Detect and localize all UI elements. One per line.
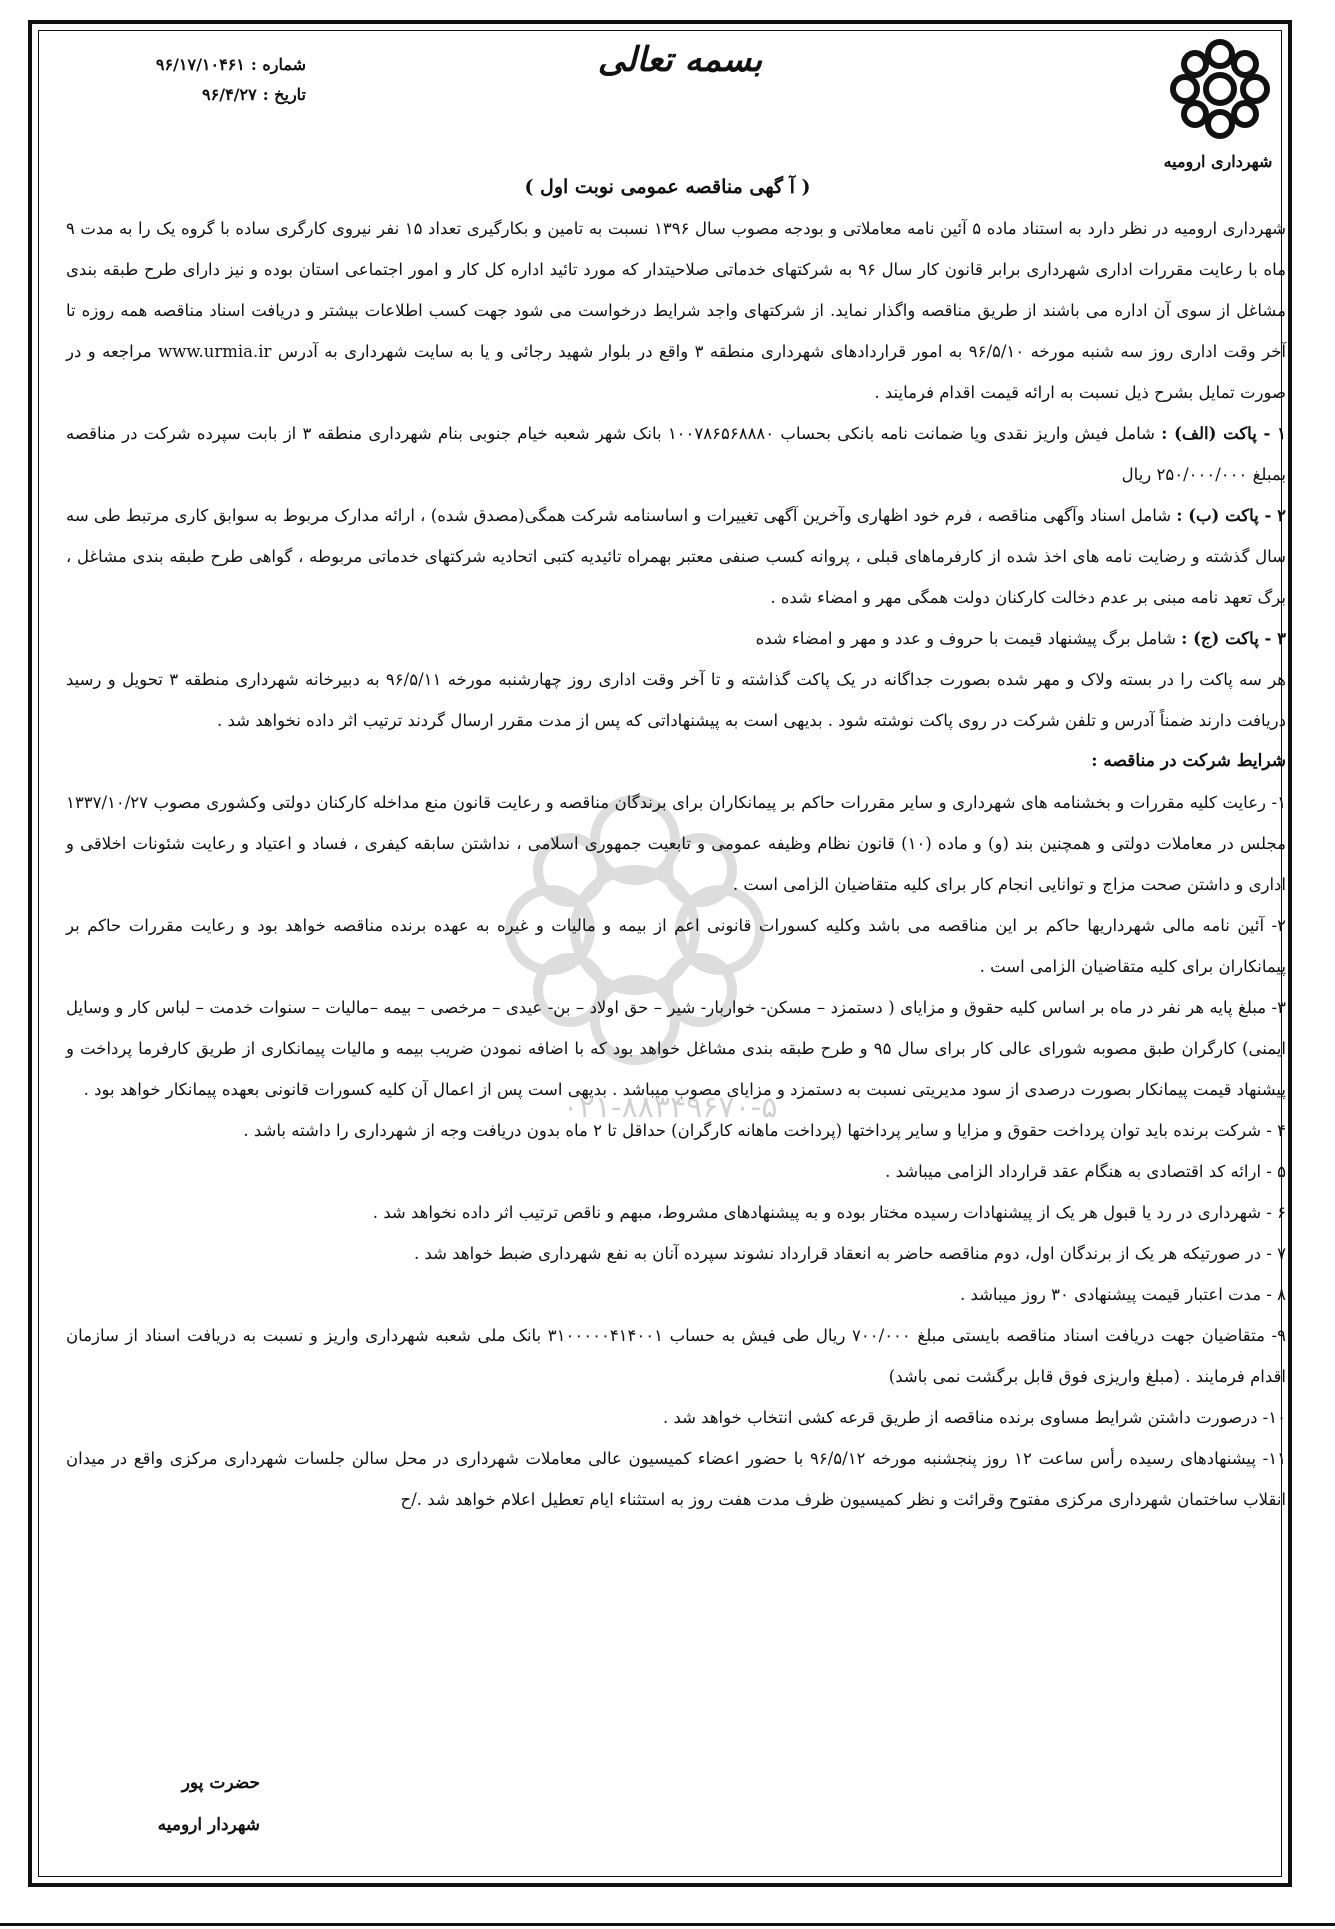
packet-a-text: شامل فیش واریز نقدی ویا ضمانت نامه بانکی بحساب ۱۰۰۷۸۶۵۶۸۸۸۰ بانک شهر شعبه خیام جنوبی بنام شهرداری منطقه ۳ از بابت سپرده شرکت در مناقصه بمبلغ ۲۵۰/۰۰۰/۰۰۰ ریال xyxy=(66,424,1286,484)
condition-9: ۹- متقاضیان جهت دریافت اسناد مناقصه بایستی مبلغ ۷۰۰/۰۰۰ ریال طی فیش به حساب ۳۱۰۰۰۰۰۴۱۴۰۰۱ بانک ملی شعبه شهرداری واریز و نسبت به دریافت اسناد از سازمان اقدام فرمایند . (مبلغ واریزی فوق قابل برگشت نمی باشد) xyxy=(66,1326,1286,1386)
notice-title: ( آ گهی مناقصه عمومی نوبت اول ) xyxy=(524,176,811,198)
number-value: ۹۶/۱۷/۱۰۴۶۱ xyxy=(155,55,245,74)
packet-c-label: ۳ - پاکت (ج) : xyxy=(1181,629,1286,648)
urmia-municipality-logo-icon xyxy=(1165,34,1275,144)
packet-b-label: ۲ - پاکت (ب) : xyxy=(1176,506,1286,525)
date-value: ۹۶/۴/۲۷ xyxy=(202,85,257,104)
packet-c-text: شامل برگ پیشنهاد قیمت با حروف و عدد و مهر و امضاء شده xyxy=(755,629,1177,648)
date-row xyxy=(96,80,306,110)
packet-a xyxy=(66,413,1286,495)
stamp-phone: ۰۲۱-۸۸۳۴۹۶۷۰-۵ xyxy=(562,1090,778,1125)
logo-caption: شهرداری ارومیه xyxy=(1163,152,1273,171)
submission-paragraph: هر سه پاکت را در بسته ولاک و مهر شده بصورت جداگانه در یک پاکت گذاشته و تا آخر وقت اداری روز چهارشنبه مورخه ۹۶/۵/۱۱ به دبیرخانه شهرداری منطقه ۳ تحویل و رسید دریافت دارند ضمناً آدرس و تلفن شرکت در روی پاکت نوشته شود . بدیهی است به پیشنهاداتی که پس از مدت مقرر ارسال گردند ترتیب اثر داده نخواهد شد . xyxy=(66,670,1287,730)
number-row xyxy=(96,50,306,80)
signer-name: حضرت پور xyxy=(181,1773,260,1793)
date-label: تاریخ : xyxy=(262,85,306,104)
number-label: شماره : xyxy=(250,55,306,74)
condition-10: ۱۰- درصورت داشتن شرایط مساوی برنده مناقصه از طریق قرعه کشی انتخاب خواهد شد . xyxy=(662,1408,1286,1427)
condition-6: ۶ - شهرداری در رد یا قبول هر یک از پیشنهادات رسیده مختار بوده و به پیشنهادهای مشروط، مبهم و ناقص ترتیب اثر داده نخواهد شد . xyxy=(372,1203,1286,1222)
packet-c xyxy=(66,618,1286,659)
intro-paragraph: شهرداری ارومیه در نظر دارد به استناد ماده ۵ آئین نامه معاملاتی و بودجه مصوب سال ۱۳۹۶ نسبت به تامین و بکارگیری تعداد ۱۵ نفر نیروی کارگری ساده با گروه یک را به مدت ۹ ماه با رعایت مقررات اداری شهرداری برابر قانون کار سال ۹۶ به شرکتهای خدماتی صلاحیتدار که مورد تائید اداره کل کار و امور اجتماعی استان بوده و نیز دارای طرح طبقه بندی مشاغل از سوی آن اداره می باشند از طریق مناقصه واگذار نماید. از شرکتهای واجد شرایط درخواست می شود جهت کسب اطلاعات بیشتر و دریافت اسناد مناقصه همه روزه تا آخر وقت اداری روز سه شنبه مورخه ۹۶/۵/۱۰ به امور قراردادهای شهرداری منطقه ۳ واقع در بلوار شهید رجائی و یا به سایت شهرداری به آدرس www.urmia.ir مراجعه و در صورت تمایل بشرح ذیل نسبت به ارائه قیمت اقدام فرمایند . xyxy=(66,219,1286,402)
packet-a-label: ۱ - پاکت (الف) : xyxy=(1161,424,1286,443)
signature-block xyxy=(110,1762,260,1846)
bottom-divider xyxy=(0,1923,1335,1926)
condition-5: ۵ - ارائه کد اقتصادی به هنگام عقد قرارداد الزامی میباشد . xyxy=(885,1162,1286,1181)
condition-7: ۷ - در صورتیکه هر یک از برندگان اول، دوم مناقصه حاضر به انعقاد قرارداد نشوند سپرده آنان به نفع شهرداری ضبط خواهد شد . xyxy=(414,1244,1286,1263)
signer-title: شهردار ارومیه xyxy=(157,1815,260,1835)
bismillah-heading: بسمه تعالی xyxy=(597,40,763,80)
condition-11: ۱۱- پیشنهادهای رسیده رأس ساعت ۱۲ روز پنجشنبه مورخه ۹۶/۵/۱۲ با حضور اعضاء کمیسیون عالی معاملات شهرداری در محل سالن جلسات شهرداری مرکزی واقع در میدان انقلاب ساختمان شهرداری مرکزی مفتوح وقرائت و نظر کمیسیون ظرف مدت هفت روز به استثناء ایام تعطیل اعلام خواهد شد ./ح xyxy=(66,1449,1286,1509)
packet-b-text: شامل اسناد وآگهی مناقصه ، فرم خود اظهاری وآخرین آگهی تغییرات و اساسنامه شرکت همگی(مصدق شده) ، ارائه مدارک مربوط به سوابق کاری مرتبط طی سه سال گذشته و رضایت نامه های اخذ شده از کارفرماهای قبلی ، پروانه کسب صنفی معتبر بهمراه تائیدیه کتبی اتحادیه شرکتهای خدماتی مربوطه ، گواهی طرح طبقه بندی مشاغل ، برگ تعهد نامه مبنی بر عدم دخالت کارکنان دولت همگی مهر و امضاء شده . xyxy=(66,506,1286,607)
condition-8: ۸ - مدت اعتبار قیمت پیشنهادی ۳۰ روز میباشد . xyxy=(959,1285,1286,1304)
condition-3: ۳- مبلغ پایه هر نفر در ماه بر اساس کلیه حقوق و مزایای ( دستمزد – مسکن- خواربار- شیر – حق اولاد – بن- عیدی – مرخصی – بیمه –مالیات – سنوات خدمت – لباس کار و وسایل ایمنی) کارگران طبق مصوبه شورای عالی کار برای سال ۹۵ و طرح طبقه بندی مشاغل خواهد بود که با اضافه نمودن ضریب بیمه و مالیات پیمانکاری از طریق کارفرما پرداخت و پیشنهاد قیمت پیمانکار بصورت درصدی از سود مدیریتی نسبت به دستمزد و مزایای مصوب میباشد . بدیهی است پس از اعمال آن کلیه کسورات قانونی بعهده پیمانکار خواهد بود . xyxy=(66,998,1287,1099)
condition-1: ۱- رعایت کلیه مقررات و بخشنامه های شهرداری و سایر مقررات حاکم بر پیمانکاران برای برندگان مناقصه و رعایت قانون منع مداخله کارکنان دولتی وکشوری مصوب ۱۳۳۷/۱۰/۲۷ مجلس در معاملات دولتی و همچنین بند (و) و ماده (۱۰) قانون نظام وظیفه عمومی و تابعیت جمهوری اسلامی ، نداشتن سابقه کیفری ، فساد و اعتیاد و رعایت شئونات اخلاقی و اداری و داشتن صحت مزاج و توانایی انجام کار برای کلیه متقاضیان الزامی است . xyxy=(66,793,1286,894)
condition-2: ۲- آئین نامه مالی شهرداریها حاکم بر این مناقصه می باشد وکلیه کسورات قانونی اعم از بیمه و مالیات و غیره به عهده برنده مناقصه خواهد بود و رعایت مقررات حاکم بر پیمانکاران برای کلیه متقاضیان الزامی است . xyxy=(66,916,1286,976)
condition-4: ۴ - شرکت برنده باید توان پرداخت حقوق و مزایا و سایر پرداختها (پرداخت ماهانه کارگران) حداقل تا ۲ ماه بدون دریافت وجه از شهرداری را داشته باشد . xyxy=(243,1121,1286,1140)
letter-meta xyxy=(96,50,306,110)
packet-b xyxy=(66,495,1286,618)
conditions-heading: شرایط شرکت در مناقصه : xyxy=(1091,751,1286,771)
notice-body xyxy=(66,208,1286,1520)
